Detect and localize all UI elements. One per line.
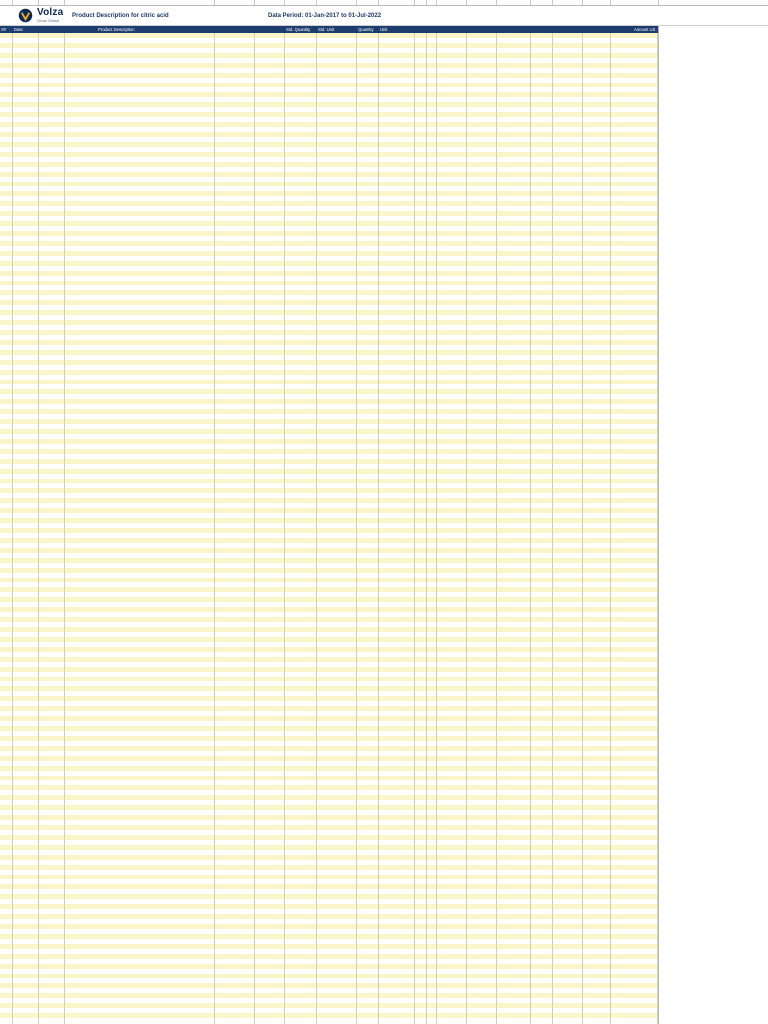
column-header [498,26,530,33]
brand-tagline: Grow Global [37,18,60,23]
column-header [256,26,284,33]
column-header: Product Description [98,27,135,32]
volza-logo-icon [18,8,33,23]
data-period: Data Period: 01-Jan-2017 to 01-Jul-2022 [268,13,382,19]
column-header: S# [1,27,7,32]
column-header [415,26,426,33]
column-header [554,26,582,33]
table-header-row [0,26,658,33]
column-header [40,26,64,33]
column-header [438,26,466,33]
column-header: Quantity [358,27,374,32]
table-right-edge [658,26,659,1024]
column-header: Unit [380,27,388,32]
column-header [216,26,254,33]
column-header [468,26,496,33]
column-header: Std. Quantity [286,27,311,32]
column-header [612,26,632,33]
brand-name: Volza [37,7,64,18]
table-row [0,1018,658,1023]
table-body [0,33,658,1024]
report-title: Product Description for citric acid [72,13,169,19]
column-header [584,26,610,33]
column-header [532,26,552,33]
column-header: Amount US [634,27,656,32]
column-header: Std. Unit [318,27,335,32]
report-header [0,5,768,26]
column-header: Date [14,27,23,32]
column-header [427,26,436,33]
